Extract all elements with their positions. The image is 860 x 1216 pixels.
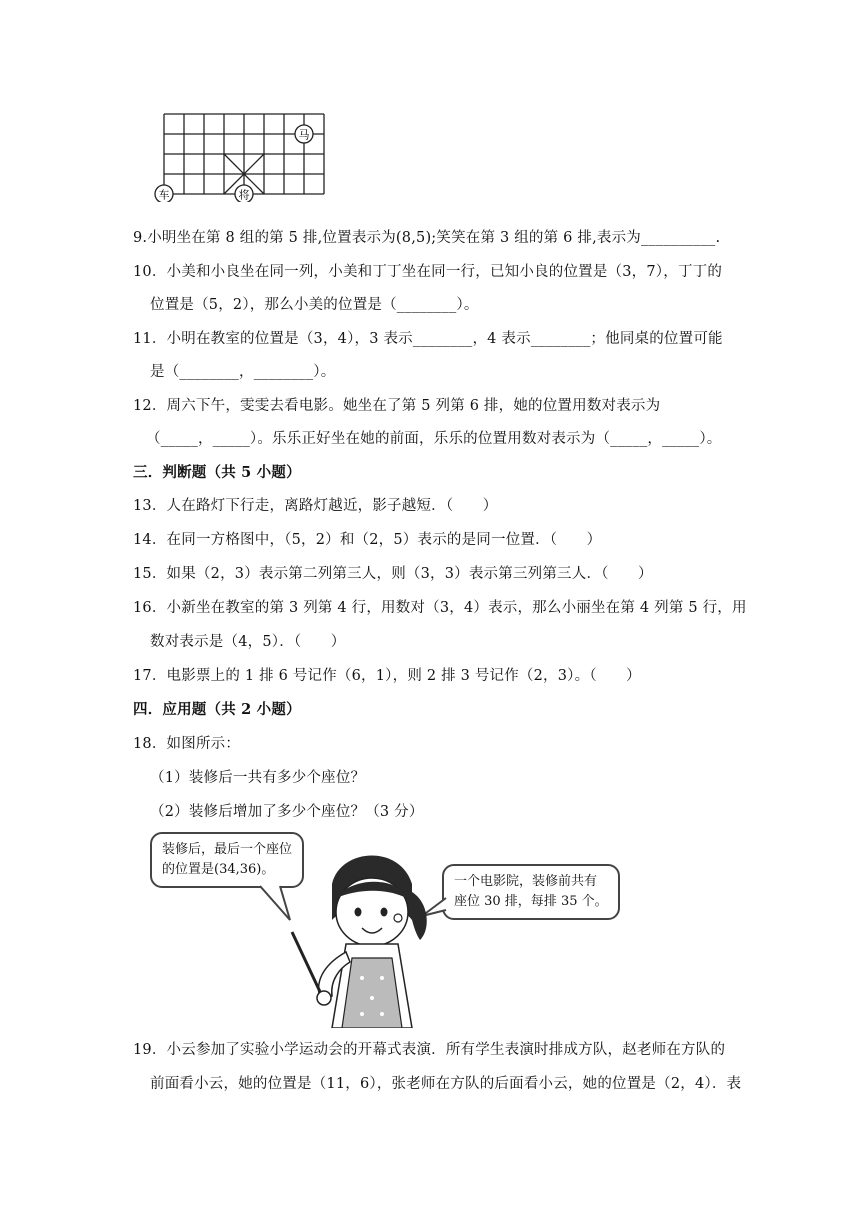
speech-bubble-left-line-2: 的位置是(34,36)。 (162, 862, 275, 877)
svg-text:将: 将 (238, 188, 250, 202)
speech-bubble-right-line-1: 一个电影院，装修前共有 (454, 874, 598, 889)
question-13: 13．人在路灯下行走，离路灯越近，影子越短．（ ） (133, 498, 498, 514)
chess-piece-jiang (235, 185, 253, 202)
question-12-line-2: （_____，_____）。乐乐正好坐在她的前面，乐乐的位置用数对表示为（_____，_____）。 (146, 431, 722, 447)
question-10-line-1: 10．小美和小良坐在同一列，小美和丁丁坐在同一行，已知小良的位置是（3，7），丁丁的 (133, 264, 723, 280)
svg-text:马: 马 (298, 128, 310, 142)
question-18: 18．如图所示： (133, 736, 241, 752)
question-19-line-2: 前面看小云，她的位置是（11，6），张老师在方队的后面看小云，她的位置是（2，4）．表 (150, 1076, 742, 1092)
question-17: 17．电影票上的 1 排 6 号记作（6，1），则 2 排 3 号记作（2，3）。（ ） (133, 668, 641, 684)
illustration (150, 828, 620, 1028)
question-18-part-1: （1）装修后一共有多少个座位？ (150, 770, 366, 786)
question-12-line-1: 12．周六下午，雯雯去看电影。她坐在了第 5 列第 6 排，她的位置用数对表示为 (133, 398, 661, 414)
section-4-heading: 四．应用题（共 2 小题） (133, 701, 301, 718)
question-18-part-2: （2）装修后增加了多少个座位？（3 分） (150, 804, 424, 820)
question-10-line-2: 位置是（5，2），那么小美的位置是（________）。 (150, 297, 479, 313)
question-14: 14．在同一方格图中，（5，2）和（2，5）表示的是同一位置．（ ） (133, 532, 602, 548)
girl-figure (150, 828, 620, 1028)
question-9: 9.小明坐在第 8 组的第 5 排,位置表示为(8,5);笑笑在第 3 组的第 6 排,表示为__________. (133, 230, 721, 246)
section-3-heading: 三．判断题（共 5 小题） (133, 464, 301, 481)
question-11-line-1: 11．小明在教室的位置是（3，4），3 表示________，4 表示________；他同桌的位置可能 (133, 331, 723, 347)
chess-piece-che (155, 185, 173, 202)
chess-board-figure (150, 110, 350, 202)
question-16-line-2: 数对表示是（4，5）．（ ） (150, 634, 346, 650)
speech-bubble-left-line-1: 装修后，最后一个座位 (162, 842, 293, 857)
question-16-line-1: 16．小新坐在教室的第 3 列第 4 行，用数对（3，4）表示，那么小丽坐在第 4 列第 5 行，用 (133, 600, 747, 616)
speech-bubble-right-line-2: 座位 30 排，每排 35 个。 (454, 894, 608, 909)
chess-piece-ma (295, 125, 313, 143)
question-11-line-2: 是（________，________）。 (150, 364, 336, 380)
question-15: 15．如果（2，3）表示第二列第三人，则（3，3）表示第三列第三人．（ ） (133, 566, 653, 582)
svg-text:车: 车 (158, 188, 170, 202)
question-19-line-1: 19．小云参加了实验小学运动会的开幕式表演．所有学生表演时排成方队，赵老师在方队的 (133, 1042, 726, 1058)
